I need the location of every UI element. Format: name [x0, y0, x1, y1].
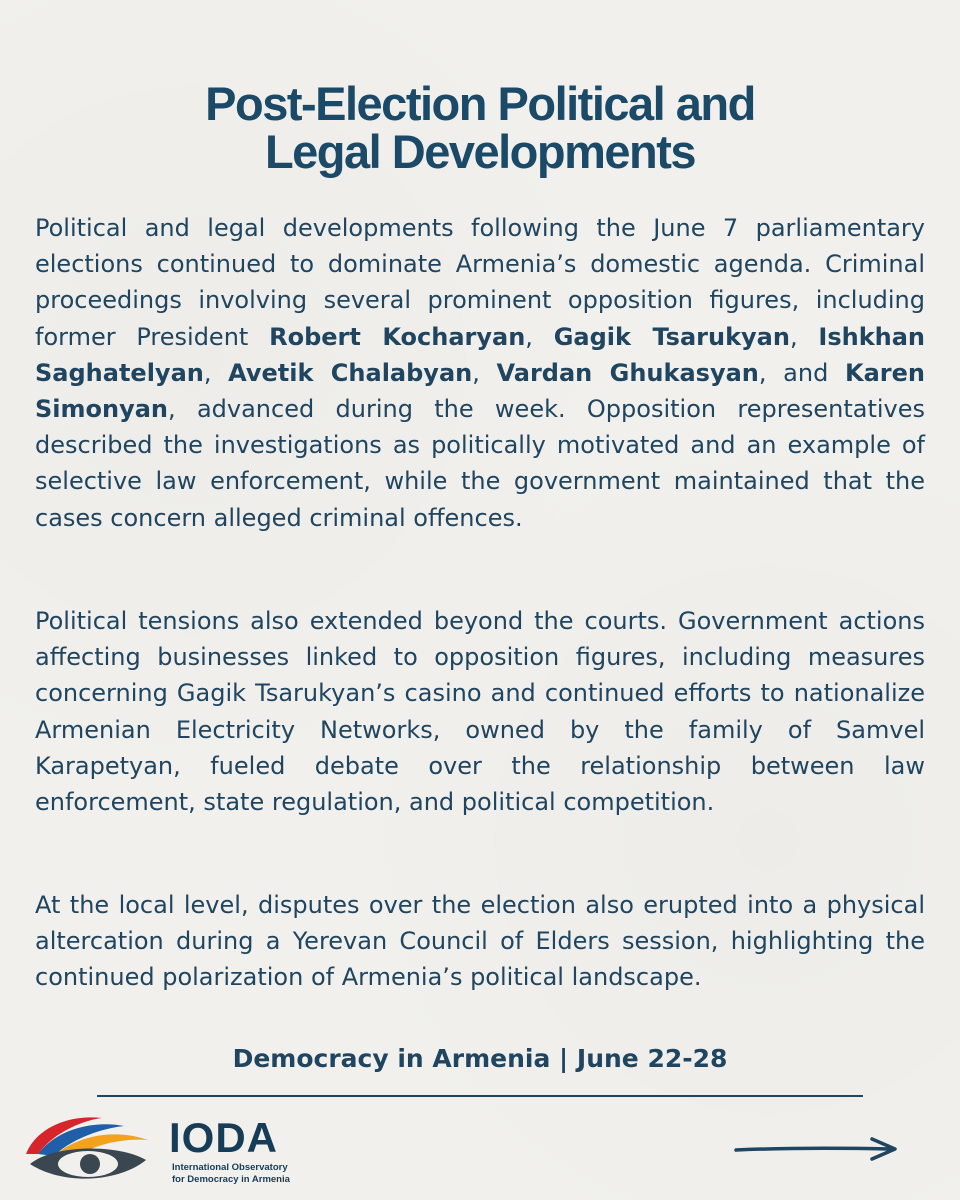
logo-name: IODA: [169, 1114, 278, 1161]
logo-subtitle-line-2: for Democracy in Armenia: [172, 1174, 290, 1185]
person-name: Avetik Chalabyan: [228, 358, 473, 387]
paragraph-political-tensions: Political tensions also extended beyond the courts. Government actions affecting businesses linked to opposition figures, including measures concerning Gagik Tsarukyan’s casino and continued efforts to nationalize Armenian Electricity Networks, owned by the family of Samvel Karapetyan, fueled debate over the relationship between law enforcement, state regulation, and political competition.: [35, 607, 925, 817]
paragraph-text: ,: [525, 322, 554, 351]
person-name: Ishkhan Saghatelyan: [35, 322, 926, 387]
logo-subtitle: [172, 1162, 312, 1186]
ioda-logo: [24, 1110, 290, 1190]
person-name: Karen Simonyan: [35, 358, 925, 424]
paragraph-text: , and: [758, 358, 845, 387]
paragraph-text: ,: [203, 358, 229, 387]
person-name: Gagik Tsarukyan: [553, 322, 790, 351]
eye-logo-icon: [24, 1110, 149, 1188]
arrow-right-icon[interactable]: [732, 1136, 902, 1162]
person-name: Robert Kocharyan: [269, 322, 526, 351]
paragraph-text: ,: [789, 322, 819, 351]
paragraph-local-level: At the local level, disputes over the election also erupted into a physical altercation during a Yerevan Council of Elders session, highlighting the continued polarization of Armenia’s political landscape.: [35, 891, 925, 992]
person-name: Vardan Ghukasyan: [496, 358, 759, 387]
paragraph-text: Political and legal developments following the June 7 parliamentary elections continued to dominate Armenia’s domestic agenda. Criminal proceedings involving several prominent opposition figures, including former President: [35, 214, 925, 351]
paragraph-text: , advanced during the week. Opposition representatives described the investigations as politically motivated and an example of selective law enforcement, while the government maintained that the cases concern alleged criminal offences.: [35, 395, 925, 532]
page-title-line-1: Post-Election Political and: [205, 77, 755, 130]
logo-pupil: [80, 1154, 100, 1174]
paragraph-text: ,: [472, 358, 497, 387]
divider: [97, 1095, 863, 1097]
series-title: Democracy in Armenia | June 22-28: [232, 1044, 728, 1073]
page-title-line-2: Legal Developments: [264, 125, 696, 178]
logo-subtitle-line-1: International Observatory: [172, 1162, 288, 1173]
page-title: [60, 77, 900, 178]
paragraph-criminal-proceedings: [35, 210, 925, 536]
